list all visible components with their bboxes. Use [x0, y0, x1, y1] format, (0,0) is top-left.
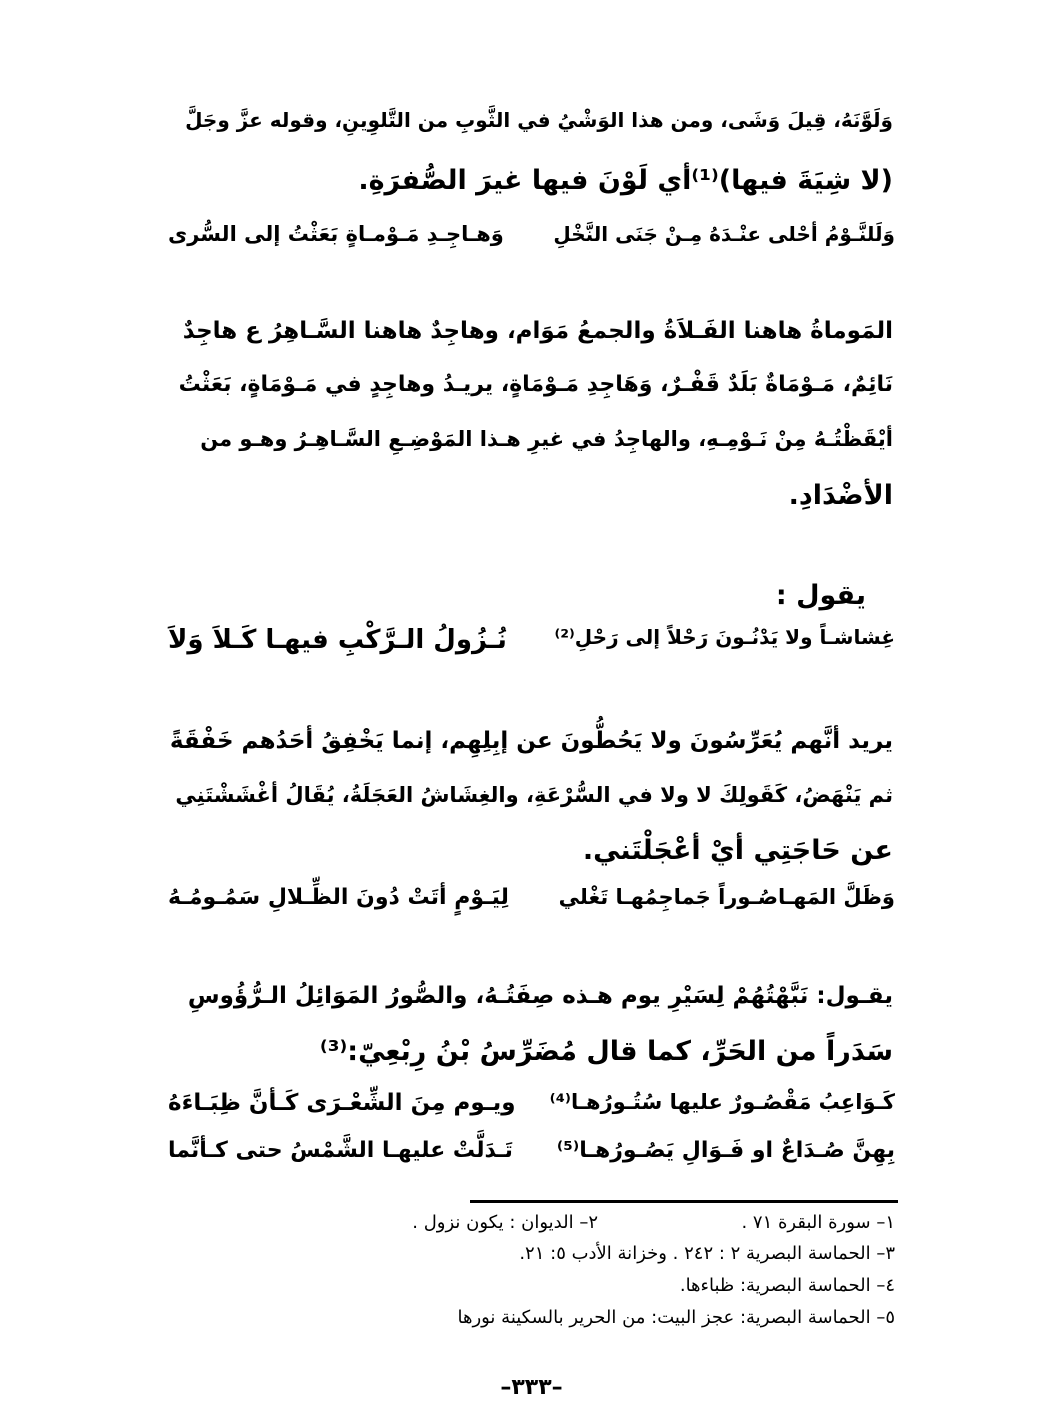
verse-hemistich-second: وَلَلنَّـوْمُ أحْلى عنْـدَهُ مِـنْ جَنَى النَّخْلِ: [553, 222, 895, 246]
text-line: (لا شِيَةَ فيها)⁽¹⁾أي لَوْنَ فيها غيرَ الصُّفرَةِ.: [358, 165, 893, 196]
text-line: يقـول: نَبَّهْتُهُمْ لِسَيْرِ يوم هـذه صِفَتُـهُ، والصُّورُ المَوَائِلُ الـرُّؤُوسِ: [187, 983, 893, 1009]
verse-hemistich-second: بِهِنَّ صُـدَاعٌ او فَـوَالِ يَصُـورُهـا⁽⁵⁾: [556, 1138, 895, 1163]
text-line: الأضْدَادِ.: [788, 480, 893, 511]
footnote: ٤– الحماسة البصرية: ظباءها.: [679, 1275, 895, 1296]
text-line: نَائِمٌ، مَـوْمَاةٌ بَلَدٌ قَفْـرٌ، وَهَاجِدِ مَـوْمَاةٍ، يريـدُ وهاجِدٍ في مَـوْمَاةٍ، بَعَثْتُ: [178, 372, 893, 397]
footnote: ٣– الحماسة البصرية ٢ : ٢٤٢ . وخزانة الأدب ٥: ٢١.: [519, 1243, 895, 1264]
verse-hemistich-second: وَظَلَّ المَهـاصُـوراً جَماجِمُهـا تَغْلي: [558, 885, 895, 909]
page-number: –٣٣٣–: [500, 1375, 563, 1400]
footnote-divider: [470, 1200, 898, 1203]
verse-hemistich-first: تَـدَلَّتْ عليهـا الشَّمْسُ حتى كـأنَّما: [168, 1138, 513, 1163]
verse-hemistich-second: غِشاشـاً ولا يَدْنُـونَ رَحْلاً إلى رَحْلِ⁽²⁾: [554, 625, 895, 649]
verse-hemistich-second: كَـوَاعِبُ مَقْصُـورٌ عليها سُتُـورُهـا⁽⁴⁾: [549, 1090, 895, 1114]
verse-line: [168, 1090, 895, 1116]
verse-line: [168, 222, 895, 246]
footnote: ٢– الديوان : يكون نزول .: [412, 1212, 598, 1233]
text-line: يريد أنَّهم يُعَرِّسُونَ ولا يَحُطُّونَ عن إبِلِهِم، إنما يَخْفِقُ أحَدُهم خَفْقَةً: [169, 728, 893, 754]
verse-hemistich-first: نُـزُولُ الـرَّكْبِ فيهـا كَـلاَ وَلاَ: [168, 625, 507, 655]
footnote: ١– سورة البقرة ٧١ .: [741, 1212, 895, 1233]
text-line: وَلَوَّنَهُ، قِيلَ وَشَى، ومن هذا الوَشْيُ في الثَّوبِ من التَّلوِينِ، وقوله عزَّ وجَلَّ: [185, 108, 893, 132]
verse-line: [168, 1138, 895, 1163]
text-line: أيْقَظْتُـهُ مِنْ نَـوْمِـهِ، والهاجِدُ في غيرِ هـذا المَوْضِـعِ السَّـاهِـرُ وهـو من: [200, 427, 893, 451]
text-line: سَدَراً من الحَرِّ، كما قال مُضَرِّسُ بْنُ رِبْعِيّ:⁽³⁾: [319, 1036, 893, 1067]
text-line: عن حَاجَتِي أيْ أعْجَلْتَني.: [582, 835, 893, 866]
verse-hemistich-first: لِيَـوْمٍ أتَتْ دُونَ الظِّـلالِ سَمُـومُـهُ: [168, 885, 509, 910]
verse-line: [168, 625, 895, 655]
verse-hemistich-first: وَهـاجِـدِ مَـوْمـاةٍ بَعَثْتُ إلى السُّرى: [168, 222, 504, 246]
footnote: ٥– الحماسة البصرية: عجز البيت: من الحرير بالسكينة نورها: [457, 1307, 895, 1328]
verse-hemistich-first: ويـوم مِنَ الشِّعْـرَى كَـأنَّ ظِبَـاءَهُ: [168, 1090, 516, 1116]
text-line: ثم يَنْهَضُ، كَقَولِكَ لا ولا في السُّرْعَةِ، والغِشَاشُ العَجَلَةُ، يُقَالُ أغْشَشْتَنِي: [175, 783, 893, 807]
text-line: المَوماةُ هاهنا الفَـلاَةُ والجمعُ مَوَام، وهاجِدٌ هاهنا السَّـاهِرُ ع هاجِدٌ: [182, 318, 893, 344]
text-line: يقول :: [775, 580, 866, 611]
verse-line: [168, 885, 895, 910]
